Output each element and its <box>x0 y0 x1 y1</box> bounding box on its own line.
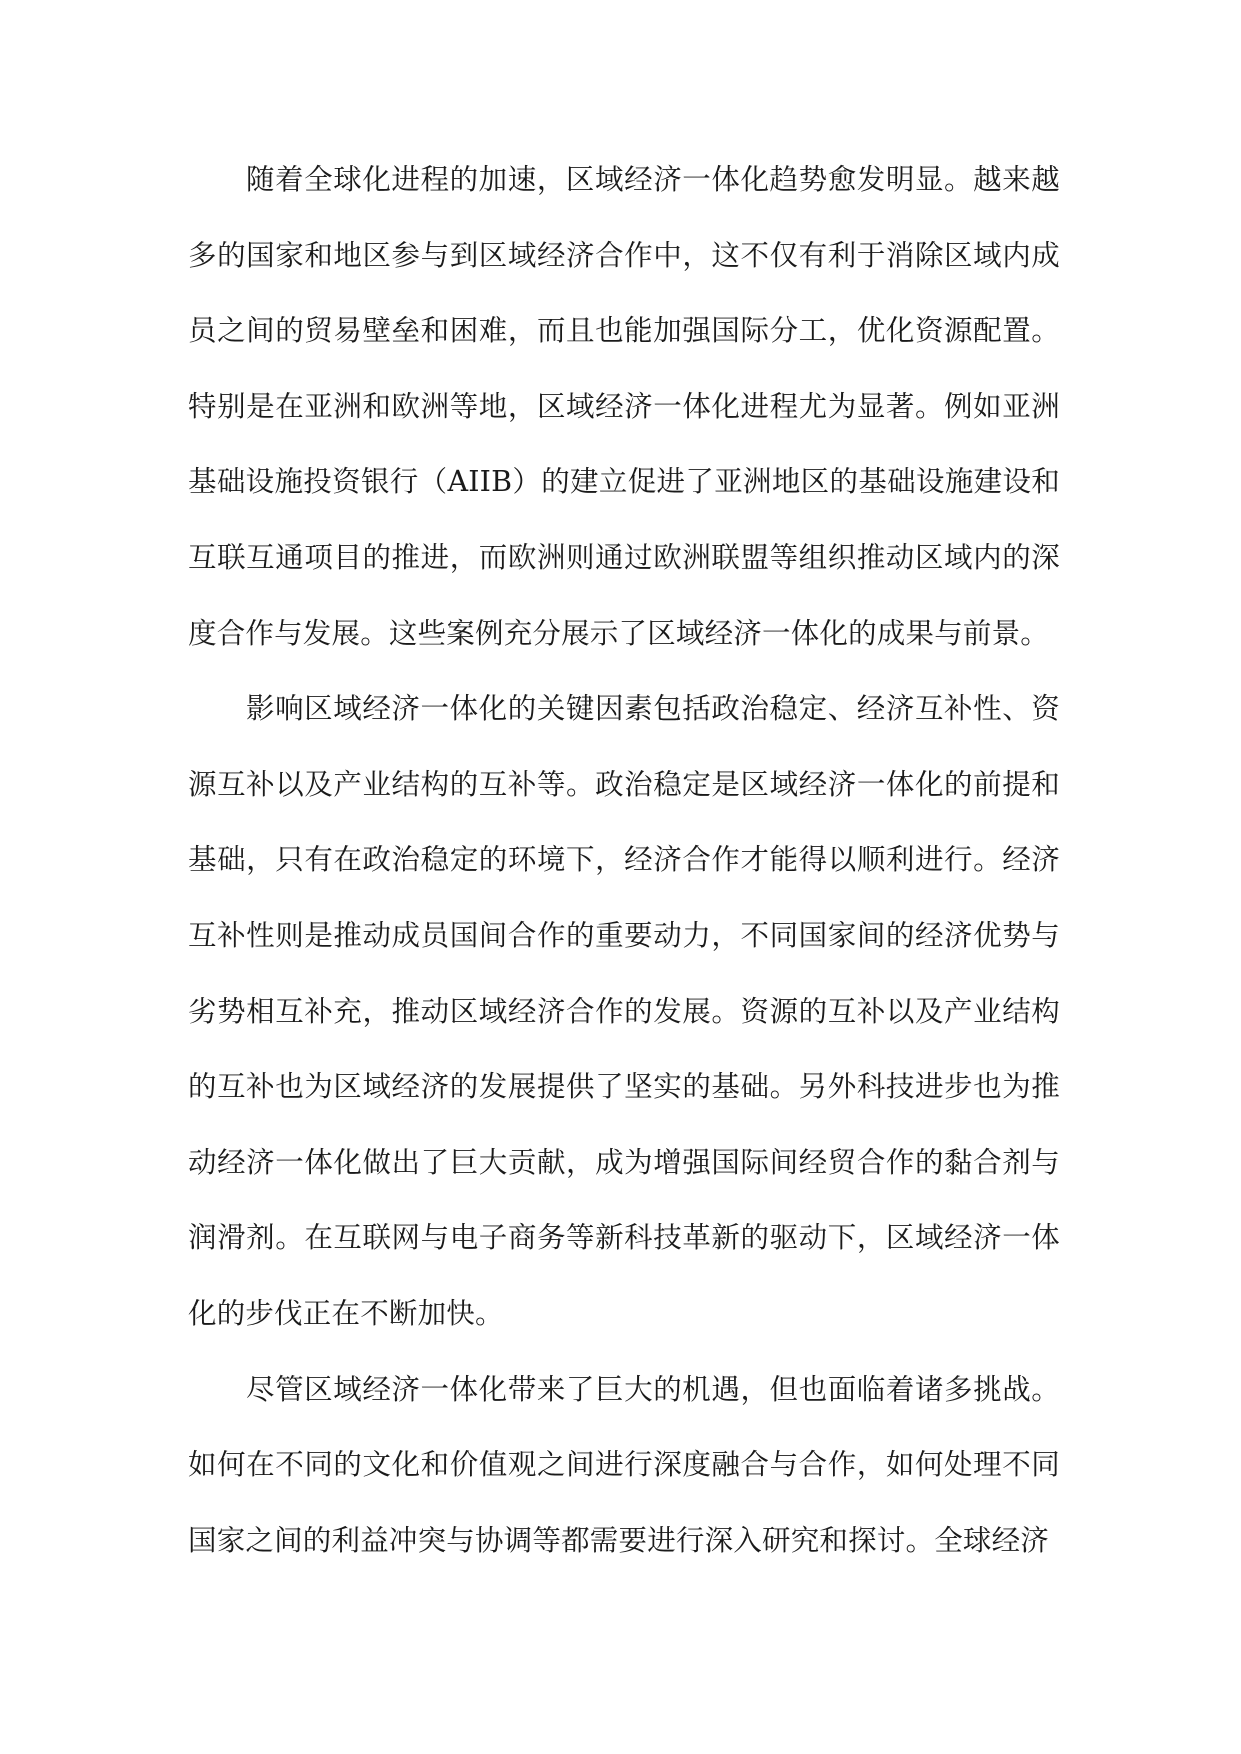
paragraph-integration-trend: 随着全球化进程的加速，区域经济一体化趋势愈发明显。越来越多的国家和地区参与到区域经济合作中，这不仅有利于消除区域内成员之间的贸易壁垒和困难，而且也能加强国际分工，优化资源配置。特别是在亚洲和欧洲等地，区域经济一体化进程尤为显著。例如亚洲基础设施投资银行（AIIB）的建立促进了亚洲地区的基础设施建设和互联互通项目的推进，而欧洲则通过欧洲联盟等组织推动区域内的深度合作与发展。这些案例充分展示了区域经济一体化的成果与前景。 <box>188 163 1060 650</box>
document-body <box>188 142 1060 1578</box>
paragraph-key-factors: 影响区域经济一体化的关键因素包括政治稳定、经济互补性、资源互补以及产业结构的互补等。政治稳定是区域经济一体化的前提和基础，只有在政治稳定的环境下，经济合作才能得以顺利进行。经济互补性则是推动成员国间合作的重要动力，不同国家间的经济优势与劣势相互补充，推动区域经济合作的发展。资源的互补以及产业结构的互补也为区域经济的发展提供了坚实的基础。另外科技进步也为推动经济一体化做出了巨大贡献，成为增强国际间经贸合作的黏合剂与润滑剂。在互联网与电子商务等新科技革新的驱动下，区域经济一体化的步伐正在不断加快。 <box>188 692 1060 1330</box>
paragraph-challenges: 尽管区域经济一体化带来了巨大的机遇，但也面临着诸多挑战。如何在不同的文化和价值观之间进行深度融合与合作，如何处理不同国家之间的利益冲突与协调等都需要进行深入研究和探讨。全球经济 <box>188 1372 1060 1557</box>
